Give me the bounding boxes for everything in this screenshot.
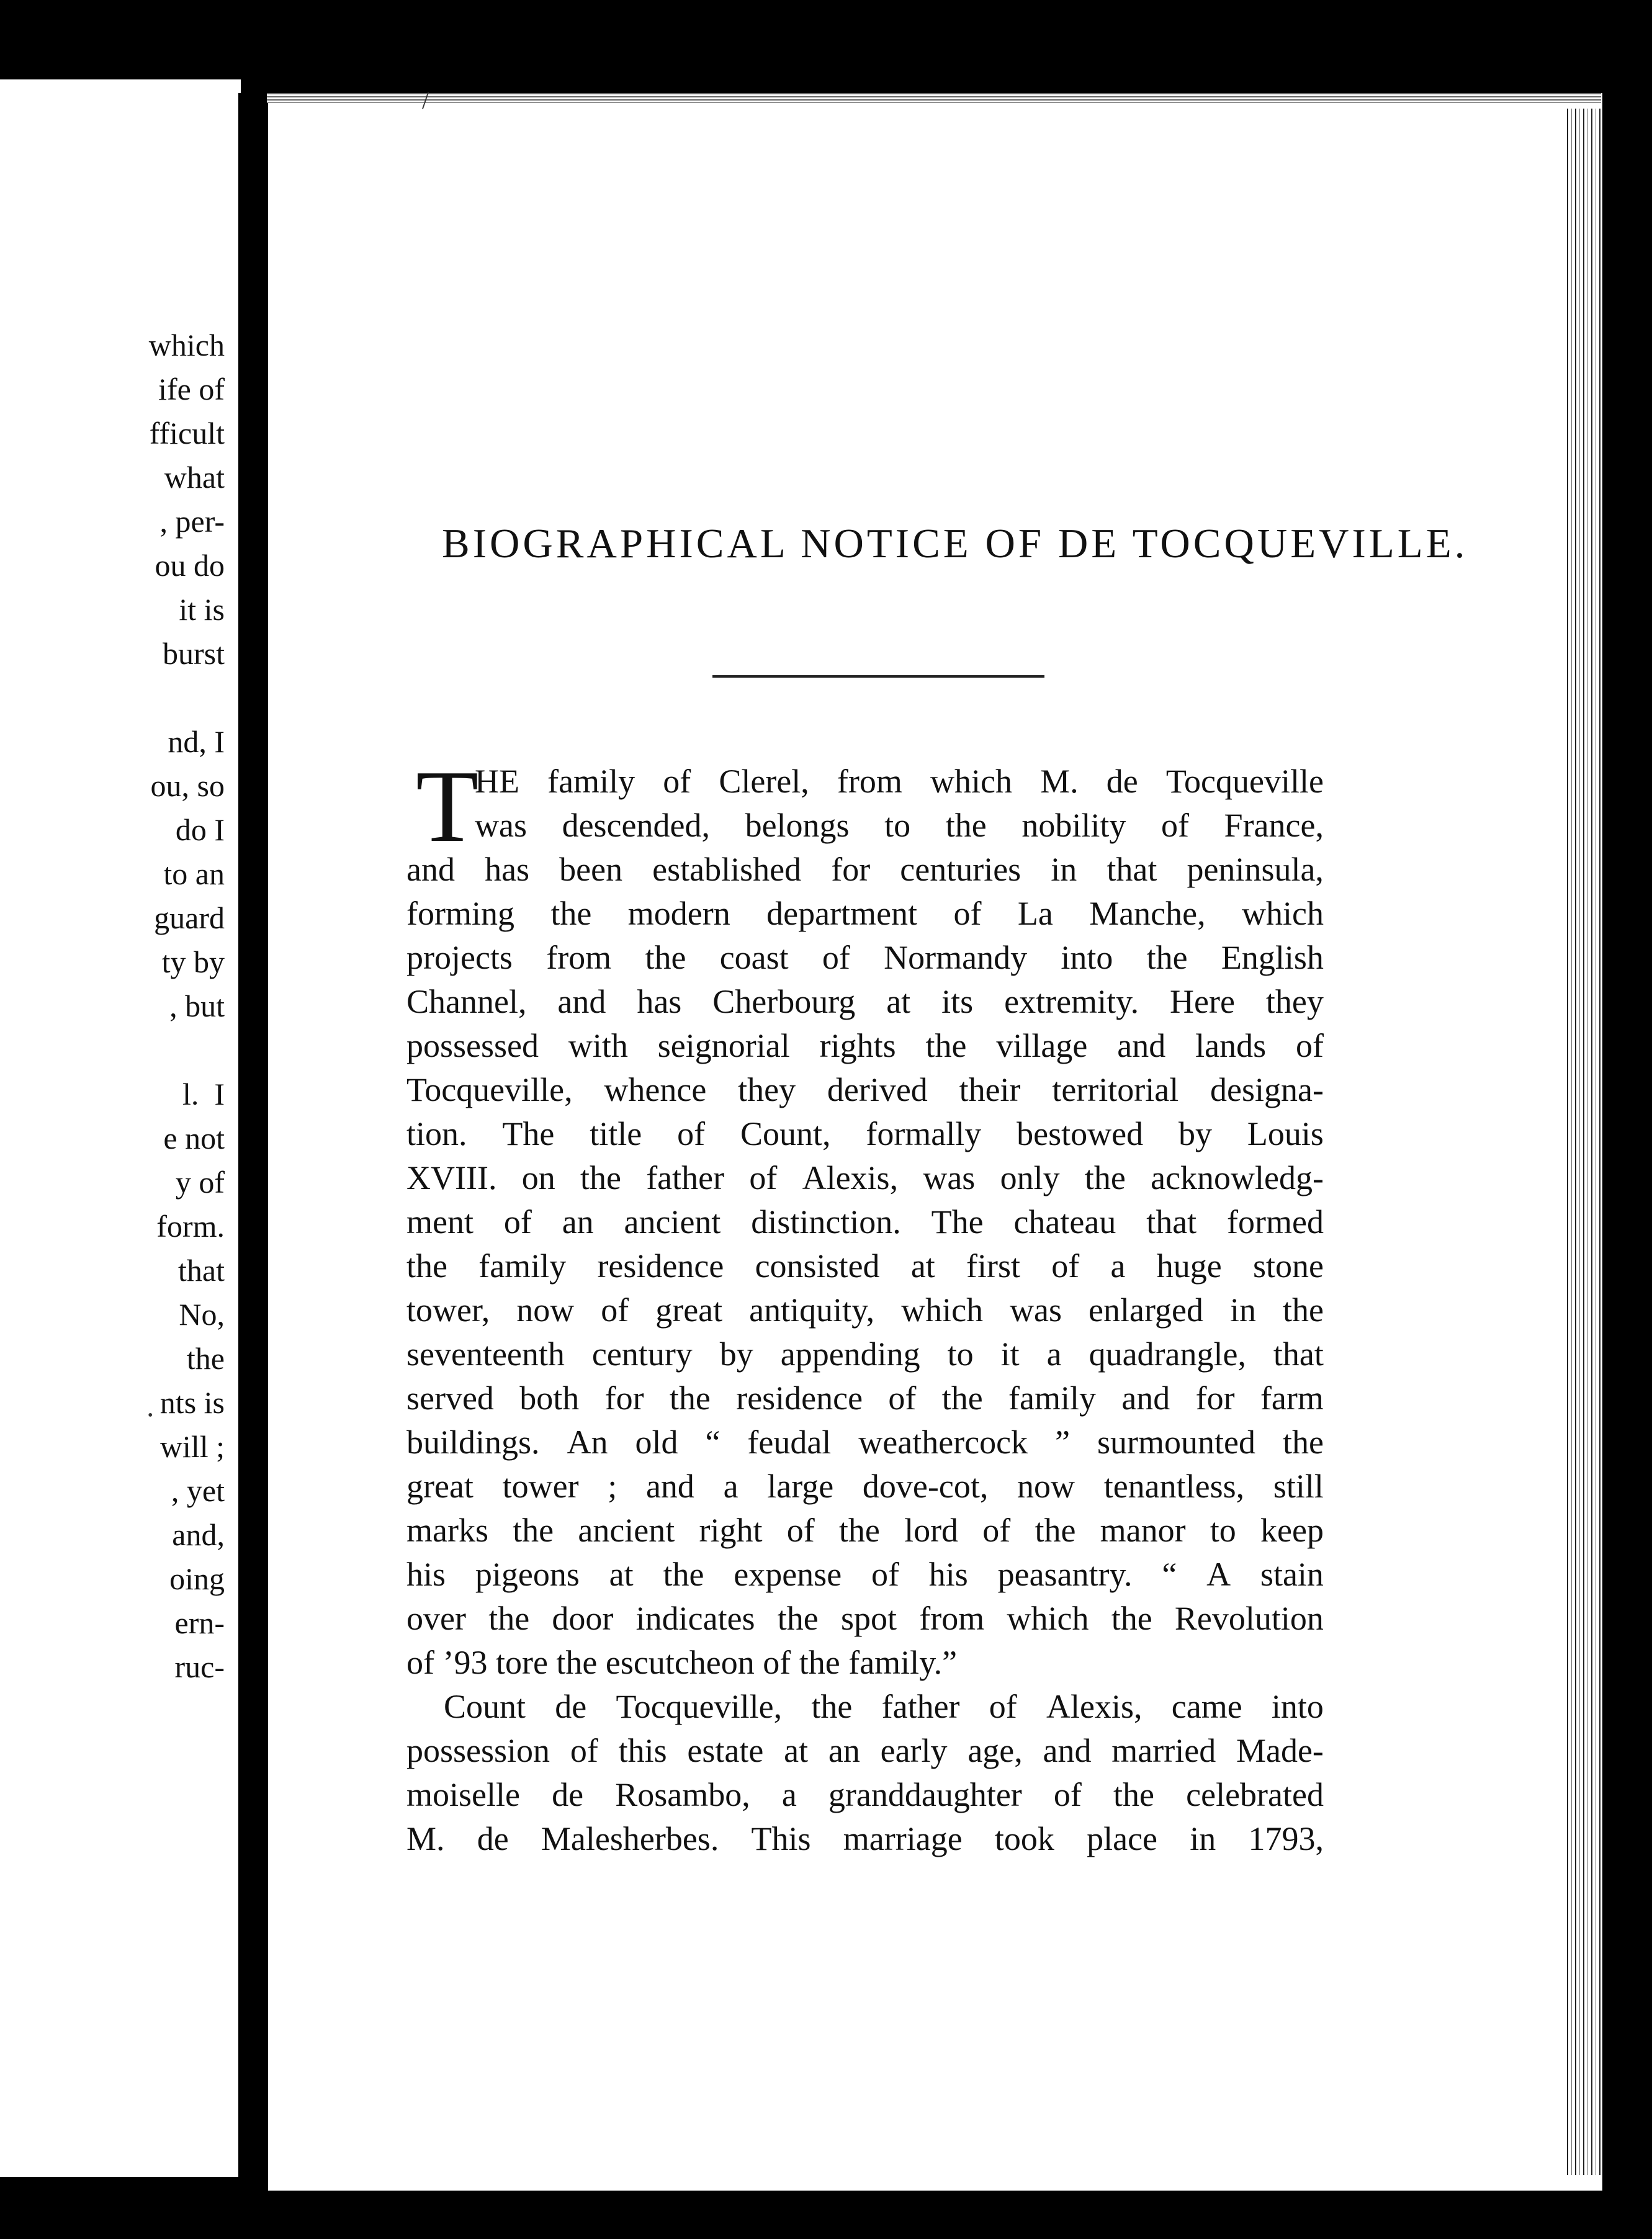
left-page-line: , but	[169, 989, 225, 1023]
drop-cap: T	[416, 749, 479, 863]
paragraph-1-line: tower, now of great antiquity, which was enlarged in the	[406, 1291, 1324, 1329]
paragraph-1-line: and has been established for centuries in that peninsula,	[406, 851, 1324, 888]
left-page-line: e not	[163, 1121, 225, 1155]
paragraph-1-line: Channel, and has Cherbourg at its extremity. Here they	[406, 983, 1324, 1020]
left-page-line: , per-	[159, 504, 225, 539]
paragraph-2-line: Count de Tocqueville, the father of Alexis, came into	[444, 1688, 1324, 1725]
left-page-line: ruc-	[174, 1649, 225, 1684]
paragraph-1-line-1: HE family of Clerel, from which M. de Tocqueville	[475, 763, 1324, 800]
paragraph-1-line: seventeenth century by appending to it a quadrangle, that	[406, 1335, 1324, 1373]
paragraph-2-line: possession of this estate at an early age, and married Made-	[406, 1732, 1324, 1769]
paragraph-1-line: projects from the coast of Normandy into the English	[406, 939, 1324, 976]
left-page-line: burst	[155, 636, 225, 671]
left-page-line: ty by	[161, 945, 225, 979]
body-text	[406, 749, 1324, 1861]
paragraph-1-line: was descended, belongs to the nobility of France,	[475, 807, 1324, 844]
left-page-line: form.	[156, 1209, 225, 1244]
left-page-line: do I	[168, 812, 225, 847]
paragraph-1-line: tion. The title of Count, formally bestowed by Louis	[406, 1115, 1324, 1152]
left-page-line: ou, so	[150, 768, 225, 803]
book-gutter	[238, 93, 271, 2203]
scan-mark: /	[422, 86, 429, 114]
paragraph-2-line: M. de Malesherbes. This marriage took place in 1793,	[406, 1820, 1324, 1857]
left-page-line: that	[170, 1253, 225, 1288]
paragraph-1-line: the family residence consisted at first of a huge stone	[406, 1247, 1324, 1285]
left-page-line: ern-	[174, 1605, 225, 1640]
left-page-line: which	[148, 328, 225, 362]
paragraph-1-line: his pigeons at the expense of his peasantry. “ A stain	[406, 1556, 1324, 1593]
left-page-fragment	[0, 79, 241, 2177]
left-page-line: oing	[169, 1561, 225, 1596]
left-page-line: ou do	[155, 548, 225, 583]
left-page-line: No,	[171, 1297, 225, 1332]
left-page-line: to an	[163, 856, 225, 891]
paragraph-1-line: XVIII. on the father of Alexis, was only the acknowledg-	[406, 1159, 1324, 1196]
scan-dot: •	[148, 1407, 153, 1424]
page-title: BIOGRAPHICAL NOTICE OF DE TOCQUEVILLE.	[442, 521, 1468, 567]
paragraph-1-line: ment of an ancient distinction. The chateau that formed	[406, 1203, 1324, 1241]
left-page-line: guard	[154, 900, 225, 935]
page-top-edge	[267, 93, 1601, 103]
paragraph-1-line: served both for the residence of the family and for farm	[406, 1380, 1324, 1417]
paragraph-1-line: possessed with seignorial rights the village and lands of	[406, 1027, 1324, 1064]
paragraph-1-line: great tower ; and a large dove-cot, now tenantless, still	[406, 1468, 1324, 1505]
paragraph-2-line: moiselle de Rosambo, a granddaughter of the celebrated	[406, 1776, 1324, 1813]
left-page-line: and,	[172, 1517, 225, 1552]
paragraph-1-line: marks the ancient right of the lord of the manor to keep	[406, 1512, 1324, 1549]
left-page-line: , yet	[171, 1473, 225, 1508]
paragraph-1-line: over the door indicates the spot from which the Revolution	[406, 1600, 1324, 1637]
left-page-line: will ;	[159, 1429, 225, 1464]
paragraph-1-line: forming the modern department of La Manche, which	[406, 895, 1324, 932]
left-page-line: ife of	[158, 372, 225, 406]
left-page-line: the	[179, 1341, 225, 1376]
left-page-line: nts is	[159, 1385, 225, 1420]
paragraph-1-line: Tocqueville, whence they derived their territorial designa-	[406, 1071, 1324, 1108]
left-page-line: fficult	[149, 416, 225, 451]
left-page-line: it is	[171, 592, 225, 627]
title-rule	[712, 675, 1044, 678]
left-page-line: y of	[175, 1165, 225, 1200]
paragraph-1-line: buildings. An old “ feudal weathercock ” surmounted the	[406, 1424, 1324, 1461]
paragraph-1-line: of ’93 tore the escutcheon of the family.”	[406, 1644, 958, 1681]
page-edge-stack	[1564, 109, 1602, 2175]
left-page-line: nd, I	[168, 724, 225, 759]
left-page-line: l. I	[182, 1077, 225, 1111]
left-page-line: what	[156, 460, 225, 495]
